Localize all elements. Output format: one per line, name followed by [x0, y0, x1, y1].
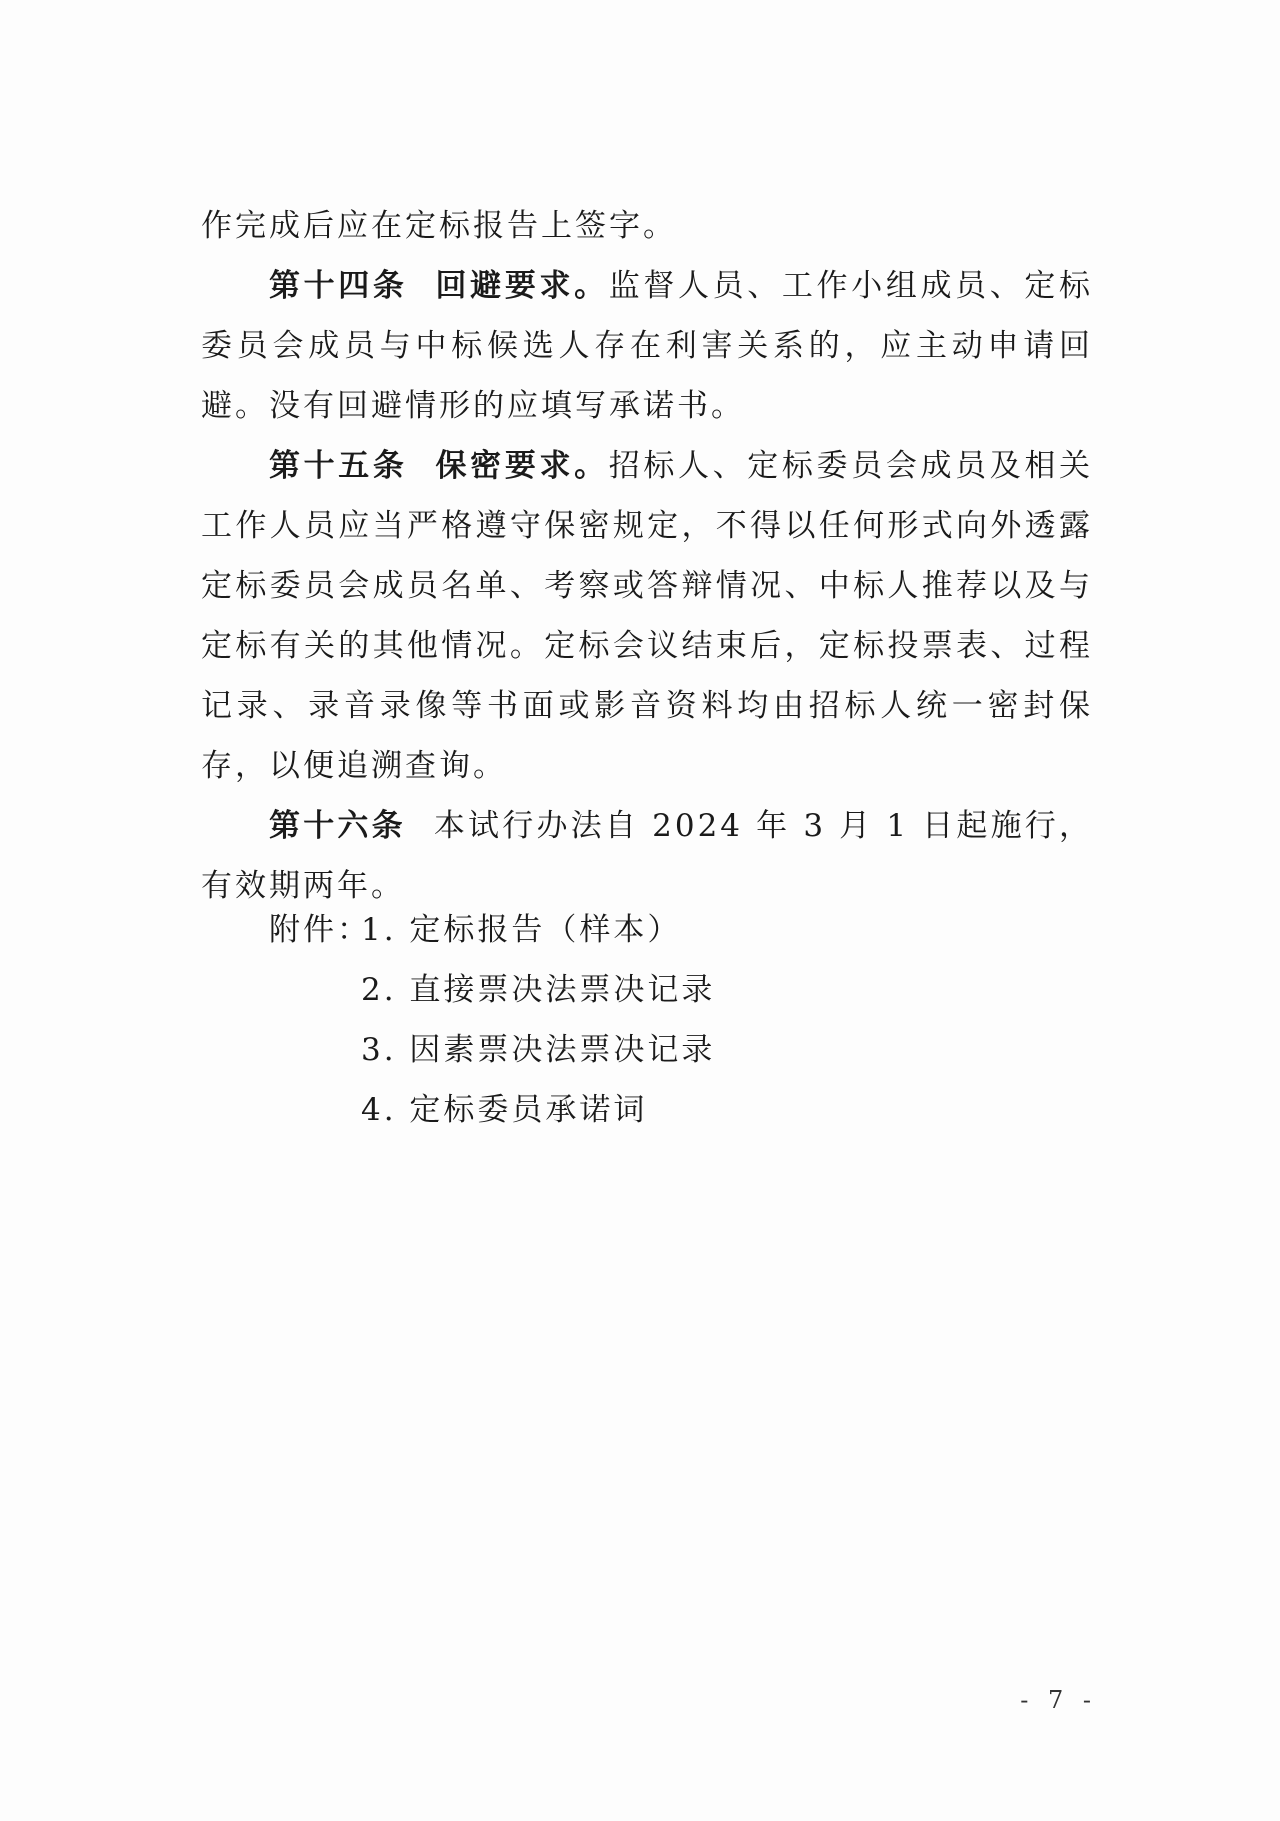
article-15-paragraph	[201, 436, 1093, 796]
attachment-item-3: 3. 因素票决法票决记录	[361, 1032, 716, 1068]
article-15-number: 第十五条	[269, 448, 408, 484]
article-16-text: 本试行办法自 2024 年 3 月 1 日起施行，有效期两年。	[201, 808, 1093, 904]
attachment-row	[269, 1080, 715, 1140]
attachment-item-1: 1. 定标报告（样本）	[361, 912, 682, 948]
attachment-row	[269, 1020, 715, 1080]
attachment-item-4: 4. 定标委员承诺词	[361, 1092, 648, 1128]
attachment-row	[269, 900, 715, 960]
article-14-number: 第十四条	[269, 268, 408, 304]
document-body	[201, 196, 1093, 916]
attachments-list	[269, 900, 715, 1140]
article-15-text: 招标人、定标委员会成员及相关工作人员应当严格遵守保密规定，不得以任何形式向外透露定标委员会成员名单、考察或答辩情况、中标人推荐以及与定标有关的其他情况。定标会议结束后，定标投票表、过程记录、录音录像等书面或影音资料均由招标人统一密封保存，以便追溯查询。	[201, 448, 1094, 784]
page-number: - 7 -	[1020, 1686, 1097, 1714]
attachments-label: 附件：	[269, 912, 371, 948]
article-14-paragraph	[201, 256, 1093, 436]
continuation-paragraph: 作完成后应在定标报告上签字。	[201, 208, 677, 244]
attachment-row	[269, 960, 715, 1020]
article-15-heading: 保密要求。	[435, 448, 609, 484]
article-16-paragraph	[201, 796, 1093, 916]
article-14-text: 监督人员、工作小组成员、定标委员会成员与中标候选人存在利害关系的，应主动申请回避。没有回避情形的应填写承诺书。	[201, 268, 1094, 424]
attachment-item-2: 2. 直接票决法票决记录	[361, 972, 716, 1008]
article-14-heading: 回避要求。	[435, 268, 609, 304]
article-16-number: 第十六条	[269, 808, 406, 844]
